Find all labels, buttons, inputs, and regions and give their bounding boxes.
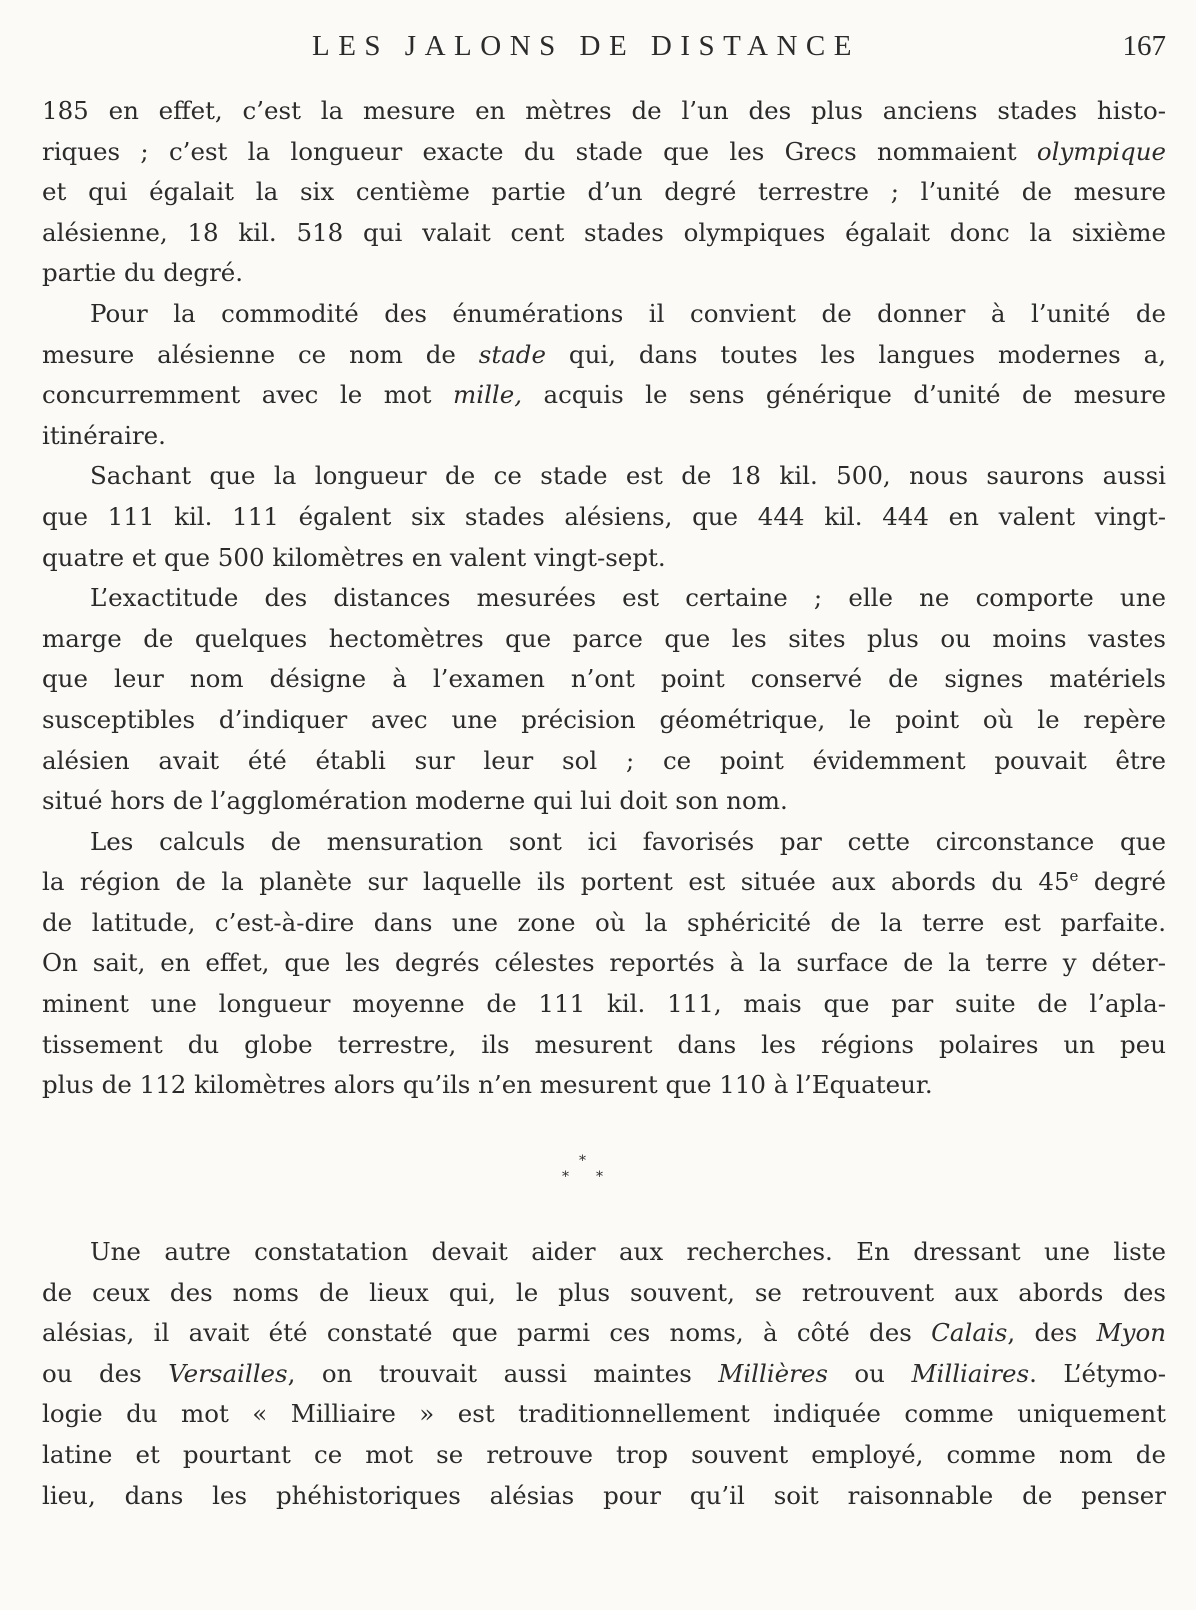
text-line: plus de 112 kilomètres alors qu’ils n’en mesurent que 110 à l’Equateur. bbox=[42, 1070, 933, 1100]
superscript: e bbox=[1069, 867, 1079, 886]
asterism-divider bbox=[560, 1154, 610, 1194]
asterism-star: * bbox=[562, 1169, 569, 1185]
italic-word: Versailles bbox=[168, 1358, 288, 1388]
text-line: de latitude, c’est-à-dire dans une zone où la sphéricité de la terre est parfaite. bbox=[42, 907, 1166, 937]
text-line: mesure alésienne ce nom de stade qui, dans toutes les langues modernes a, bbox=[42, 339, 1166, 369]
text-line: et qui égalait la six centième partie d’un degré terrestre ; l’unité de mesure bbox=[42, 177, 1166, 207]
text-line: susceptibles d’indiquer avec une précision géométrique, le point où le repère bbox=[42, 704, 1166, 734]
italic-word: stade bbox=[478, 339, 546, 369]
text-line: Une autre constatation devait aider aux recherches. En dressant une liste bbox=[90, 1237, 1166, 1266]
text-line: quatre et que 500 kilomètres en valent vingt-sept. bbox=[42, 542, 666, 572]
italic-word: mille, bbox=[453, 380, 523, 410]
text-line: tissement du globe terrestre, ils mesurent dans les régions polaires un peu bbox=[42, 1029, 1166, 1059]
text-line: alésienne, 18 kil. 518 qui valait cent stades olympiques égalait donc la sixième bbox=[42, 217, 1166, 247]
text-line: Sachant que la longueur de ce stade est de 18 kil. 500, nous saurons aussi bbox=[90, 461, 1166, 491]
text-line: Pour la commodité des énumérations il convient de donner à l’unité de bbox=[90, 298, 1166, 328]
italic-word: Milliaires bbox=[911, 1358, 1030, 1388]
text-line: que leur nom désigne à l’examen n’ont point conservé de signes matériels bbox=[42, 664, 1166, 694]
text-line: que 111 kil. 111 égalent six stades alésiens, que 444 kil. 444 en valent vingt- bbox=[42, 501, 1166, 531]
running-title: LES JALONS DE DISTANCE bbox=[312, 30, 860, 62]
text-line: alésias, il avait été constaté que parmi ces noms, à côté des Calais, des Myon bbox=[42, 1318, 1166, 1348]
text-line: la région de la planète sur laquelle ils portent est située aux abords du 45e degré bbox=[42, 867, 1166, 897]
text-line: de ceux des noms de lieux qui, le plus souvent, se retrouvent aux abords des bbox=[42, 1277, 1166, 1307]
text-line: marge de quelques hectomètres que parce que les sites plus ou moins vastes bbox=[42, 623, 1166, 653]
text-line: On sait, en effet, que les degrés célestes reportés à la surface de la terre y déter- bbox=[42, 948, 1166, 978]
text-line: minent une longueur moyenne de 111 kil. 111, mais que par suite de l’apla- bbox=[42, 989, 1166, 1019]
body-text-lower bbox=[42, 1232, 1166, 1516]
text-line: ou des Versailles, on trouvait aussi maintes Millières ou Milliaires. L’étymo- bbox=[42, 1358, 1166, 1388]
text-line: logie du mot « Milliaire » est traditionnellement indiquée comme uniquement bbox=[42, 1399, 1166, 1429]
asterism-star: * bbox=[579, 1153, 586, 1169]
text-line: 185 en effet, c’est la mesure en mètres de l’un des plus anciens stades histo- bbox=[42, 96, 1166, 125]
italic-word: Calais bbox=[931, 1318, 1008, 1348]
asterism-star: * bbox=[596, 1169, 603, 1185]
text-line: situé hors de l’agglomération moderne qui lui doit son nom. bbox=[42, 786, 788, 816]
italic-word: olympique bbox=[1036, 136, 1166, 166]
text-line: partie du degré. bbox=[42, 258, 244, 288]
text-line: riques ; c’est la longueur exacte du stade que les Grecs nommaient olympique bbox=[42, 136, 1166, 166]
page-number: 167 bbox=[1122, 30, 1166, 62]
text-line: itinéraire. bbox=[42, 420, 166, 450]
italic-word: Myon bbox=[1096, 1318, 1166, 1348]
text-line: concurremment avec le mot mille, acquis le sens générique d’unité de mesure bbox=[42, 380, 1166, 410]
text-line: latine et pourtant ce mot se retrouve trop souvent employé, comme nom de bbox=[42, 1439, 1166, 1469]
body-text-upper bbox=[42, 91, 1166, 1106]
text-line: L’exactitude des distances mesurées est certaine ; elle ne comporte une bbox=[90, 583, 1166, 613]
text-line: Les calculs de mensuration sont ici favorisés par cette circonstance que bbox=[90, 826, 1166, 856]
italic-word: Millières bbox=[718, 1358, 828, 1388]
text-line: lieu, dans les phéhistoriques alésias pour qu’il soit raisonnable de penser bbox=[42, 1480, 1166, 1510]
text-line: alésien avait été établi sur leur sol ; ce point évidemment pouvait être bbox=[42, 745, 1166, 775]
page-header bbox=[42, 30, 1166, 70]
